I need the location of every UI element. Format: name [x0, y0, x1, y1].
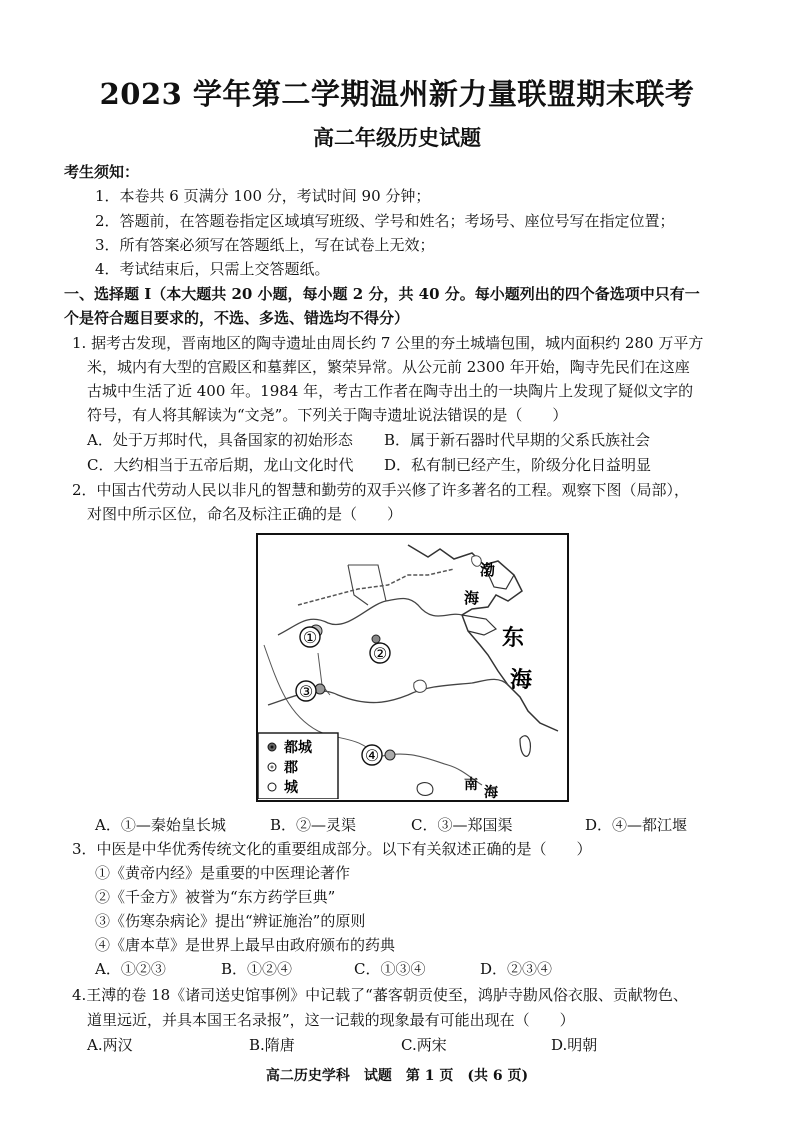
q2-stem-line: 2．中国古代劳动人民以非凡的智慧和勤劳的双手兴修了许多著名的工程。观察下图（局部）， — [72, 481, 690, 499]
sea-label-east-2: 海 — [510, 667, 533, 693]
city-marker — [372, 635, 380, 643]
q3-option-b: B．①②④ — [221, 960, 293, 978]
q3-statement: ④《唐本草》是世界上最早由政府颁布的药典 — [95, 936, 396, 954]
legend-capital-label: 都城 — [284, 740, 312, 756]
q2-stem-line: 对图中所示区位，命名及标注正确的是（ ） — [87, 505, 403, 523]
notice-item: 3．所有答案必须写在答题纸上，写在试卷上无效； — [95, 236, 435, 254]
legend-city-icon — [268, 783, 276, 791]
q2-option-c: C．③—郑国渠 — [411, 816, 513, 834]
q3-statement: ①《黄帝内经》是重要的中医理论著作 — [95, 864, 351, 882]
sea-label-south-1: 南 — [464, 777, 478, 793]
sea-label-bohai-2: 海 — [464, 589, 480, 607]
q4-option-d: D.明朝 — [551, 1036, 598, 1054]
svg-text:④: ④ — [364, 746, 380, 765]
q3-option-a: A．①②③ — [95, 960, 166, 978]
legend-city-label: 城 — [284, 780, 298, 796]
q1-stem-line: 1. 据考古发现，晋南地区的陶寺遗址由周长约 7 公里的夯土城墙包围，城内面积约 280 万平方 — [72, 334, 704, 352]
q2-option-a: A．①—秦始皇长城 — [95, 816, 226, 834]
q2-option-b: B．②—灵渠 — [270, 816, 357, 834]
city-marker — [385, 750, 395, 760]
q1-stem-line: 米，城内有大型的宫殿区和墓葬区，繁荣异常。从公元前 2300 年开始，陶寺先民们在这座 — [87, 358, 690, 376]
sea-label-south-2: 海 — [484, 785, 498, 799]
q3-option-c: C．①③④ — [354, 960, 426, 978]
q1-stem-line: 符号，有人将其解读为“文尧”。下列关于陶寺遗址说法错误的是（ ） — [87, 406, 568, 424]
notice-item: 1．本卷共 6 页满分 100 分，考试时间 90 分钟； — [95, 187, 431, 205]
exam-subtitle: 高二年级历史试题 — [313, 125, 481, 150]
svg-text:②: ② — [372, 644, 388, 663]
q2-option-d: D．④—都江堰 — [585, 816, 688, 834]
marker-1 — [300, 627, 320, 647]
q1-option-d: D．私有制已经产生，阶级分化日益明显 — [384, 456, 652, 474]
notice-item: 4．考试结束后，只需上交答题纸。 — [95, 260, 330, 278]
historical-map — [256, 533, 569, 802]
notice-item: 2．答题前，在答题卷指定区域填写班级、学号和姓名；考场号、座位号写在指定位置； — [95, 212, 675, 230]
shandong — [462, 615, 496, 635]
q4-option-c: C.两宋 — [401, 1036, 447, 1054]
q3-stem: 3．中医是中华优秀传统文化的重要组成部分。以下有关叙述正确的是（ ） — [72, 840, 592, 858]
q3-statement: ②《千金方》被誉为“东方药学巨典” — [95, 888, 336, 906]
great-wall — [298, 569, 454, 605]
q1-option-b: B．属于新石器时代早期的父系氏族社会 — [384, 431, 651, 449]
q4-option-b: B.隋唐 — [249, 1036, 295, 1054]
marker-3 — [296, 681, 316, 701]
q3-statement: ③《伤寒杂病论》提出“辨证施治”的原则 — [95, 912, 366, 930]
notice-heading: 考生须知： — [64, 163, 140, 181]
sea-label-east-1: 东 — [502, 625, 525, 651]
legend-commandery-label: 郡 — [284, 760, 298, 776]
sea-label-bohai-1: 渤 — [480, 561, 496, 579]
q4-stem-line: 4.王溥的卷 18《诸司送史馆事例》中记载了“蕃客朝贡使至，鸿胪寺勘风俗衣服、贡献物色、 — [72, 986, 688, 1004]
q4-option-a: A.两汉 — [87, 1036, 133, 1054]
q4-stem-line: 道里远近，并具本国王名录报”，这一记载的现象最有可能出现在（ ） — [87, 1011, 575, 1029]
page-footer: 高二历史学科 试题 第 1 页 (共 6 页) — [265, 1068, 529, 1084]
svg-text:①: ① — [302, 628, 318, 647]
q1-option-a: A．处于万邦时代，具备国家的初始形态 — [87, 431, 353, 449]
q3-option-d: D．②③④ — [480, 960, 553, 978]
marker-2 — [370, 643, 390, 663]
hainan — [417, 783, 433, 796]
exam-title: 2023 学年第二学期温州新力量联盟期末联考 — [99, 77, 695, 111]
yellow-river-bend — [348, 565, 386, 605]
lake — [414, 680, 427, 692]
svg-text:③: ③ — [298, 682, 314, 701]
section-heading-line2: 个是符合题目要求的，不选、多选、错选均不得分） — [64, 309, 410, 327]
map-svg — [258, 535, 566, 799]
q1-stem-line: 古城中生活了近 400 年。1984 年，考古工作者在陶寺出土的一块陶片上发现了疑似文字的 — [87, 382, 694, 400]
taiwan — [520, 736, 530, 757]
section-heading-line1: 一、选择题 I（本大题共 20 小题，每小题 2 分，共 40 分。每小题列出的四个备选项中只有一 — [64, 285, 700, 303]
q1-option-c: C．大约相当于五帝后期，龙山文化时代 — [87, 456, 354, 474]
marker-4 — [362, 745, 382, 765]
